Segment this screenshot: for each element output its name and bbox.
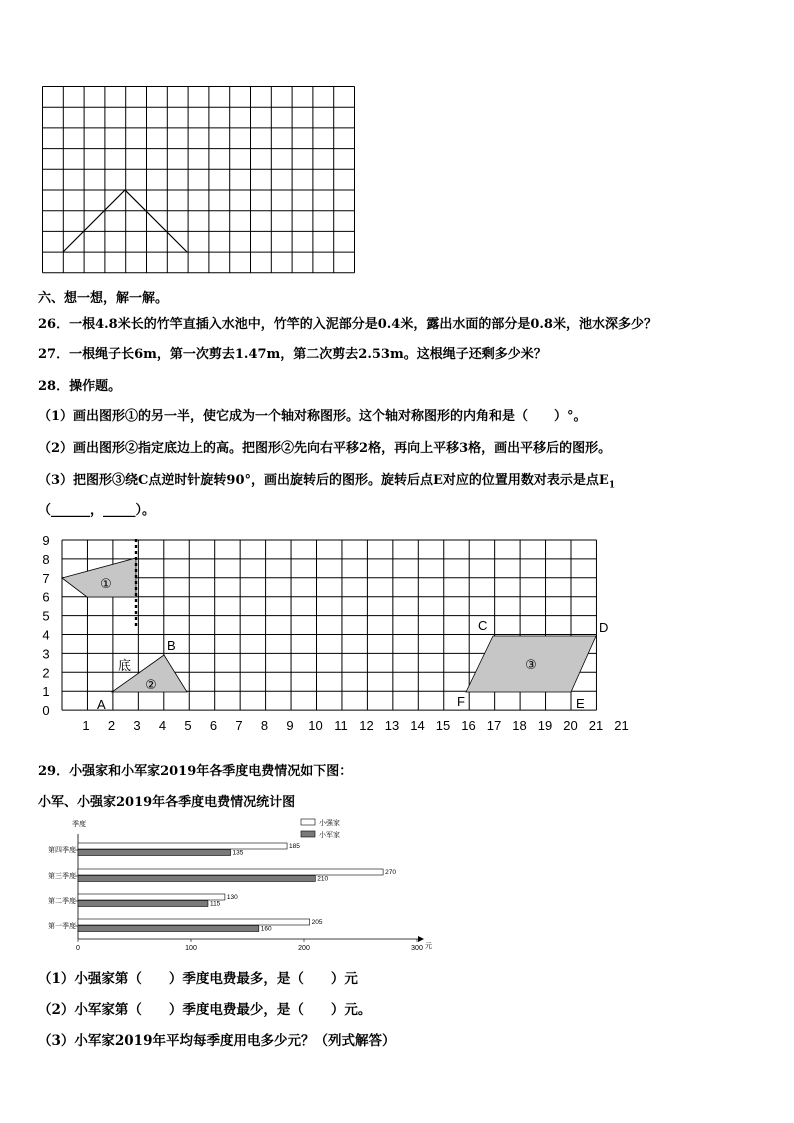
x-tick-label: 9: [286, 718, 294, 733]
legend-swatch-xiaojun: [301, 831, 315, 837]
question-27: 27．一根绳子长6m，第一次剪去1.47m，第二次剪去2.53m。这根绳子还剩多少米？: [38, 347, 547, 362]
x-tick-label: 21: [588, 718, 604, 733]
x-tick-label: 21: [614, 718, 629, 733]
bar-xiaoqiang: [78, 843, 287, 849]
category-label: 第一季度: [48, 923, 76, 930]
shape-3-label: ③: [525, 657, 537, 672]
question-29-2: （2）小军家第（ ）季度电费最少，是（ ）元。: [38, 1002, 372, 1018]
question-28-3-answer: （______，_____）。: [38, 503, 156, 518]
x-tick-label: 6: [209, 718, 218, 733]
bar-value-label: 185: [289, 843, 300, 850]
y-tick-label: 9: [42, 534, 50, 548]
question-28-2: （2）画出图形②指定底边上的高。把图形②先向右平移2格，再向上平移3格，画出平移后的图形。: [38, 441, 612, 456]
y-tick-label: 2: [42, 665, 50, 681]
y-tick-label: 6: [42, 589, 50, 605]
triangle-outline: [63, 190, 187, 252]
x-tick-label: 1: [82, 718, 90, 733]
x-tick-label: 14: [410, 718, 425, 733]
bar-value-label: 270: [385, 869, 396, 876]
bar-value-label: 160: [260, 925, 272, 933]
x-tick-label: 17: [486, 718, 502, 733]
chart-x-axis-arrow: [418, 936, 424, 942]
x-tick-label: 11: [334, 718, 348, 733]
legend-label-xiaojun: 小军家: [319, 832, 340, 839]
x-tick-label: 8: [260, 718, 269, 733]
chart-caption: 小军、小强家2019年各季度电费情况统计图: [38, 795, 296, 810]
bar-value-label: 135: [232, 849, 244, 857]
bar-xiaojun: [78, 850, 231, 856]
point-c-label: C: [478, 618, 488, 633]
base-label: 底: [118, 658, 132, 673]
bar-xiaojun: [78, 876, 315, 882]
bar-xiaojun: [78, 926, 259, 932]
y-tick-label: 8: [42, 551, 50, 567]
question-28-3-subscript: 1: [608, 480, 616, 491]
x-tick-label: 15: [435, 718, 451, 733]
bar-value-label: 130: [226, 894, 238, 901]
y-tick-label: 0: [42, 703, 50, 719]
x-tick-label: 4: [158, 718, 167, 733]
legend-label-xiaoqiang: 小强家: [319, 820, 340, 827]
legend-swatch-xiaoqiang: [301, 819, 315, 825]
shape-1-label: ①: [100, 576, 112, 591]
question-28-1: （1）画出图形①的另一半，使它成为一个轴对称图形。这个轴对称图形的内角和是（ ）°。: [38, 409, 587, 424]
question-28: 28．操作题。: [38, 379, 122, 394]
y-tick-label: 3: [42, 646, 50, 662]
chart-y-axis-label: 季度: [72, 821, 86, 828]
bar-value-label: 205: [311, 919, 323, 926]
point-e-label: E: [576, 696, 585, 711]
category-label: 第三季度: [48, 873, 76, 880]
grid-figure-top: [42, 86, 357, 276]
x-tick-label: 7: [235, 718, 243, 733]
question-29-1: （1）小强家第（ ）季度电费最多，是（ ）元: [38, 971, 358, 987]
section-heading: 六、想一想，解一解。: [38, 291, 169, 306]
x-tick-label: 2: [107, 718, 116, 733]
question-26: 26．一根4.8米长的竹竿直插入水池中，竹竿的入泥部分是0.4米，露出水面的部分是0.8米，池水深多少？: [38, 317, 657, 332]
x-tick-label: 200: [298, 945, 310, 952]
chart-x-unit: 元: [425, 943, 432, 950]
category-label: 第四季度: [48, 847, 76, 854]
shape-1: [62, 558, 136, 597]
x-tick-label: 100: [185, 945, 197, 952]
question-28-3-text: （3）把图形③绕C点逆时针旋转90°，画出旋转后的图形。旋转后点E对应的位置用数对表示是点E: [38, 473, 609, 488]
x-tick-label: 10: [308, 718, 323, 733]
bar-value-label: 210: [317, 875, 329, 883]
bar-xiaoqiang: [78, 894, 225, 900]
category-label: 第二季度: [48, 898, 76, 905]
bar-chart: [38, 814, 438, 954]
x-tick-label: 3: [133, 718, 141, 733]
y-tick-label: 7: [42, 570, 50, 586]
x-tick-label: 18: [512, 718, 527, 733]
coordinate-grid: [34, 534, 634, 739]
bar-xiaojun: [78, 901, 208, 907]
x-tick-label: 19: [537, 718, 553, 733]
point-b-label: B: [167, 638, 176, 653]
question-28-3: [38, 469, 615, 491]
x-tick-label: 16: [461, 718, 476, 733]
bar-xiaoqiang: [78, 869, 383, 875]
point-f-label: F: [457, 694, 465, 709]
point-a-label: A: [97, 697, 106, 712]
bar-xiaoqiang: [78, 919, 310, 925]
y-tick-label: 4: [42, 627, 50, 643]
bar-value-label: 115: [209, 900, 221, 908]
x-tick-label: 12: [359, 718, 374, 733]
point-d-label: D: [599, 620, 609, 635]
x-tick-label: 13: [384, 718, 400, 733]
x-tick-label: 20: [563, 718, 578, 733]
y-tick-label: 1: [42, 684, 50, 700]
x-tick-label: 0: [76, 945, 80, 952]
question-29-3: （3）小军家2019年平均每季度用电多少元？（列式解答）: [38, 1033, 396, 1049]
y-tick-label: 5: [42, 608, 50, 624]
shape-2-label: ②: [145, 677, 157, 692]
x-tick-label: 5: [184, 718, 192, 733]
x-tick-label: 300: [411, 945, 423, 952]
question-29: 29．小强家和小军家2019年各季度电费情况如下图：: [38, 764, 353, 779]
